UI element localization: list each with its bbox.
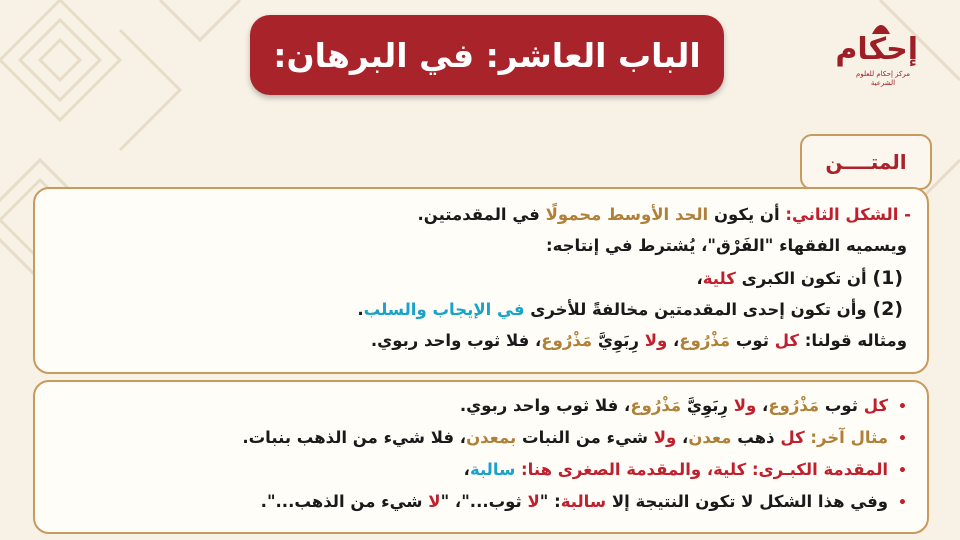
matn-line-3 [697, 267, 903, 289]
text: وأن تكون إحدى المقدمتين مخالفةً للأخرى [524, 300, 873, 319]
text: : " [539, 492, 561, 511]
text: ثوب [730, 331, 775, 350]
text: رِبَوِيَّ [592, 331, 645, 350]
keyword: المقدمة الكبـرى: [746, 460, 889, 479]
matn-label-box [800, 134, 932, 190]
text: ، فلا شيء من الذهب بنبات. [242, 428, 467, 447]
center-logo [835, 20, 918, 100]
logo-name: إحكام [835, 32, 918, 67]
keyword: مَذْرُوع [768, 396, 820, 415]
text: ثوب [819, 396, 864, 415]
matn-line-5 [371, 331, 907, 350]
text: ، فلا ثوب واحد ربوي. [370, 331, 542, 350]
keyword: مَذْرُوع [630, 396, 682, 415]
text: رِبَوِيَّ [681, 396, 734, 415]
keyword: ولا [644, 331, 668, 350]
page-title-box [250, 15, 724, 95]
text: شيء من الذهب...". [260, 492, 429, 511]
text: ومثاله قولنا: [799, 331, 907, 350]
explanation-line-3 [464, 460, 907, 479]
keyword: مَذْرُوع [541, 331, 593, 350]
text: أن تكون الكبرى [735, 269, 873, 288]
logo-subtitle: مركز إحكام للعلوم الشرعية [856, 70, 910, 87]
text: ذهب [731, 428, 781, 447]
middle-term: الحد الأوسط محمولًا [545, 205, 709, 224]
text: ، [667, 331, 680, 350]
condition-number: (1) [872, 267, 903, 289]
explanation-line-4 [261, 492, 907, 511]
page-title: الباب العاشر: في البرهان: [273, 35, 701, 75]
matn-line-1 [417, 205, 911, 224]
keyword: مثال آخر: [804, 428, 889, 447]
text: وفي هذا الشكل لا تكون النتيجة إلا [606, 492, 889, 511]
text: ، [696, 269, 703, 288]
text: . [357, 300, 364, 319]
text: ، [676, 428, 689, 447]
bullet-icon: • [898, 495, 907, 511]
bullet-icon: • [898, 463, 907, 479]
keyword: سالبة [560, 492, 607, 511]
explanation-panel [33, 380, 929, 534]
text: أن يكون [708, 205, 780, 224]
keyword: كل [863, 396, 889, 415]
matn-line-4 [357, 298, 903, 320]
keyword: ولا [733, 396, 757, 415]
explanation-line-1 [460, 396, 907, 415]
keyword: ولا [653, 428, 677, 447]
keyword: لا [527, 492, 540, 511]
explanation-line-2 [242, 428, 907, 447]
bullet-icon: • [898, 431, 907, 447]
matn-label: المتــــن [825, 150, 907, 174]
keyword: كل [780, 428, 805, 447]
text: ، [463, 460, 470, 479]
keyword: ، والمقدمة الصغرى هنا: [515, 460, 714, 479]
text: في المقدمتين. [417, 205, 546, 224]
bullet-icon: • [898, 399, 907, 415]
keyword: معدن [688, 428, 732, 447]
keyword: كلية [713, 460, 747, 479]
text: شيء من النبات [516, 428, 654, 447]
keyword: كل [774, 331, 800, 350]
condition-number: (2) [872, 298, 903, 320]
matn-panel [33, 187, 929, 374]
keyword: مَذْرُوع [679, 331, 731, 350]
keyword: في الإيجاب والسلب [363, 300, 525, 319]
keyword: كلية [702, 269, 736, 288]
text: ، [756, 396, 769, 415]
keyword: بمعدن [466, 428, 517, 447]
shape-two-label: - الشكل الثاني: [779, 205, 911, 224]
text: ثوب..."، " [440, 492, 528, 511]
keyword: لا [428, 492, 441, 511]
text: ، فلا ثوب واحد ربوي. [459, 396, 631, 415]
matn-line-2: ويسميه الفقهاء "الفَرْق"، يُشترط في إنتاجه: [546, 236, 907, 255]
keyword: سالبة [469, 460, 516, 479]
